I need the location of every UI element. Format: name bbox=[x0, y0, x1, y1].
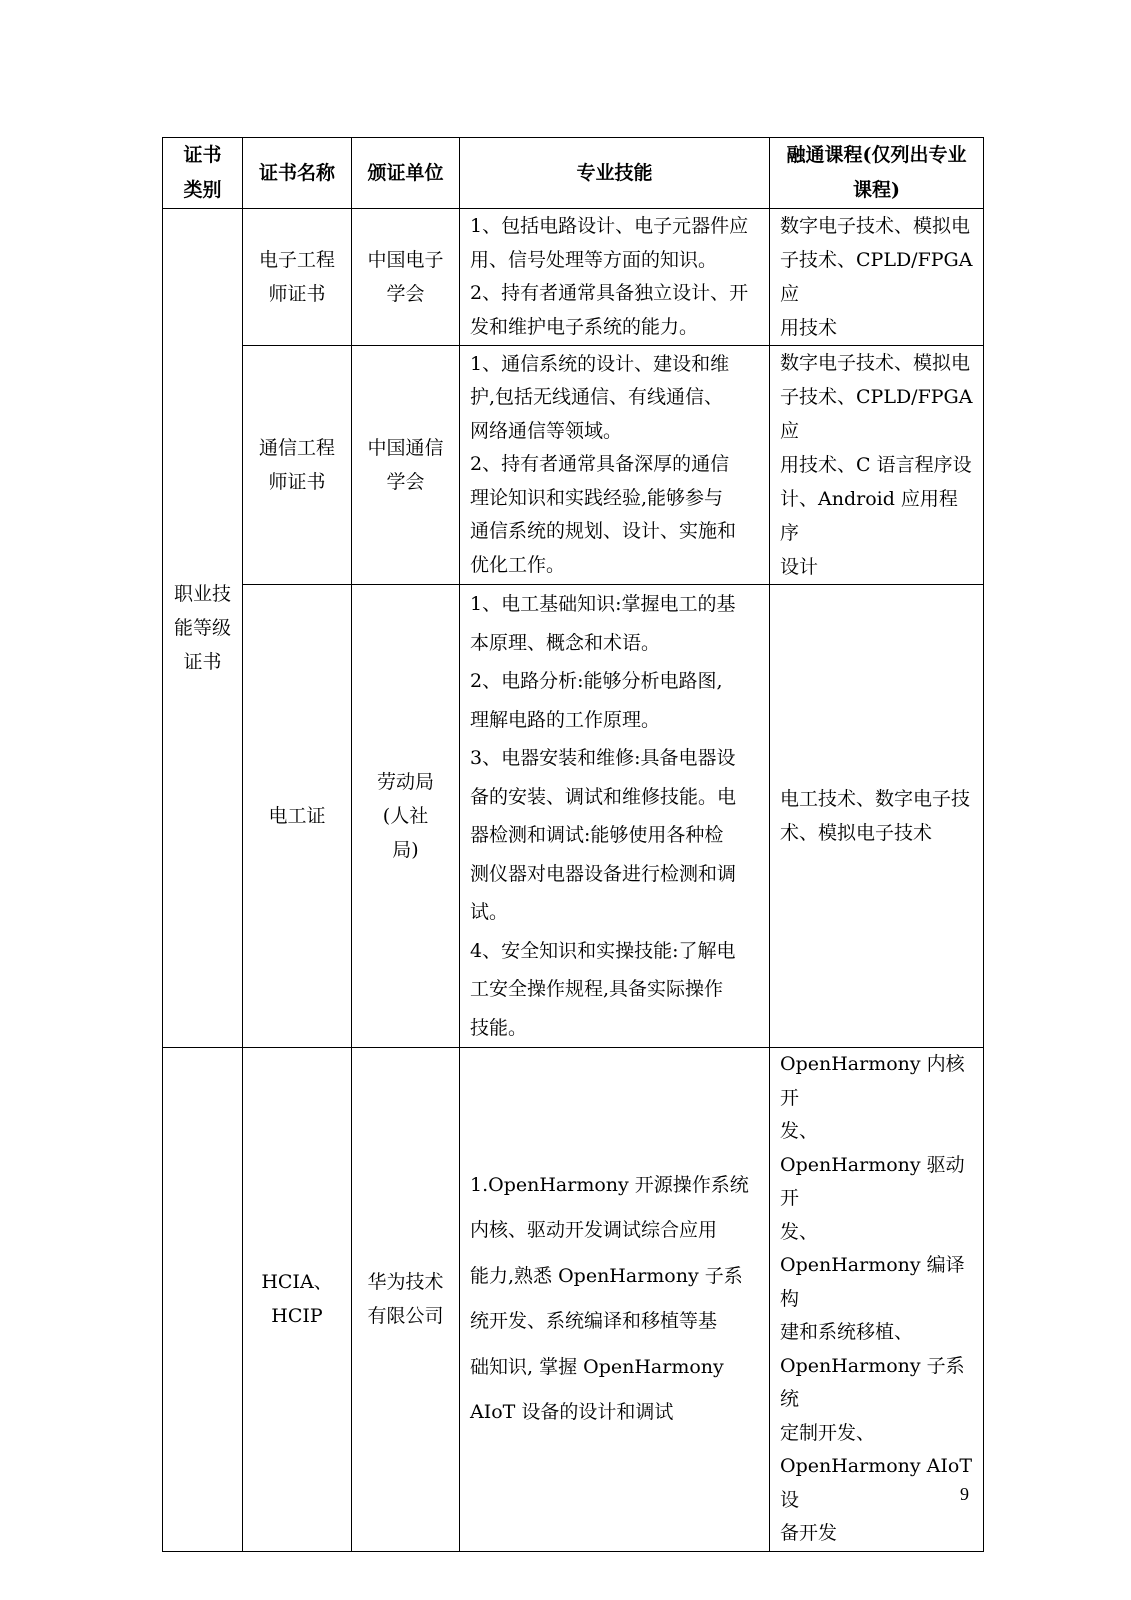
skills-cell: 1、电工基础知识:掌握电工的基 本原理、概念和术语。 2、电路分析:能够分析电路图, 理解电路的工作原理。 3、电器安装和维修:具备电器设 备的安装、调试和维修技能。电 器检测和调试:能够使用各种检 测仪器对电器设备进行检测和调 试。 4、安全知识和实操技能:了解电 工安全操作规程,具备实际操作 技能。 bbox=[460, 585, 770, 1048]
issuer-cell: 劳动局 (人社 局) bbox=[352, 585, 460, 1048]
cert-name-cell: 电工证 bbox=[243, 585, 352, 1048]
cert-name-cell: 通信工程 师证书 bbox=[243, 346, 352, 585]
table-row bbox=[163, 346, 984, 585]
header-name: 证书名称 bbox=[243, 138, 352, 209]
header-issuer: 颁证单位 bbox=[352, 138, 460, 209]
table-row bbox=[163, 585, 984, 1048]
table-row bbox=[163, 1048, 984, 1552]
certificate-table bbox=[162, 137, 984, 1552]
cert-name-cell: 电子工程 师证书 bbox=[243, 209, 352, 346]
cert-name-cell: HCIA、 HCIP bbox=[243, 1048, 352, 1552]
issuer-cell: 中国电子 学会 bbox=[352, 209, 460, 346]
skills-cell: 1、包括电路设计、电子元器件应 用、信号处理等方面的知识。 2、持有者通常具备独立设计、开 发和维护电子系统的能力。 bbox=[460, 209, 770, 346]
header-category: 证书 类别 bbox=[163, 138, 243, 209]
table-row bbox=[163, 209, 984, 346]
page-number: 9 bbox=[960, 1484, 969, 1504]
category-cell-empty bbox=[163, 1048, 243, 1552]
skills-cell: 1、通信系统的设计、建设和维 护,包括无线通信、有线通信、 网络通信等领域。 2、持有者通常具备深厚的通信 理论知识和实践经验,能够参与 通信系统的规划、设计、实施和 优化工作。 bbox=[460, 346, 770, 585]
issuer-cell: 华为技术 有限公司 bbox=[352, 1048, 460, 1552]
courses-cell: 电工技术、数字电子技 术、模拟电子技术 bbox=[770, 585, 984, 1048]
courses-cell: 数字电子技术、模拟电 子技术、CPLD/FPGA 应 用技术、C 语言程序设 计、Android 应用程序 设计 bbox=[770, 346, 984, 585]
courses-cell: OpenHarmony 内核开 发、 OpenHarmony 驱动开 发、 OpenHarmony 编译构 建和系统移植、 OpenHarmony 子系统 定制开发、 OpenHarmony AIoT 设 备开发 bbox=[770, 1048, 984, 1552]
header-row bbox=[163, 138, 984, 209]
issuer-cell: 中国通信 学会 bbox=[352, 346, 460, 585]
header-skills: 专业技能 bbox=[460, 138, 770, 209]
skills-cell: 1.OpenHarmony 开源操作系统 内核、驱动开发调试综合应用 能力,熟悉 OpenHarmony 子系 统开发、系统编译和移植等基 础知识, 掌握 OpenHarmony AIoT 设备的设计和调试 bbox=[460, 1048, 770, 1552]
category-cell: 职业技 能等级 证书 bbox=[163, 209, 243, 1048]
courses-cell: 数字电子技术、模拟电 子技术、CPLD/FPGA 应 用技术 bbox=[770, 209, 984, 346]
header-courses: 融通课程(仅列出专业 课程) bbox=[770, 138, 984, 209]
